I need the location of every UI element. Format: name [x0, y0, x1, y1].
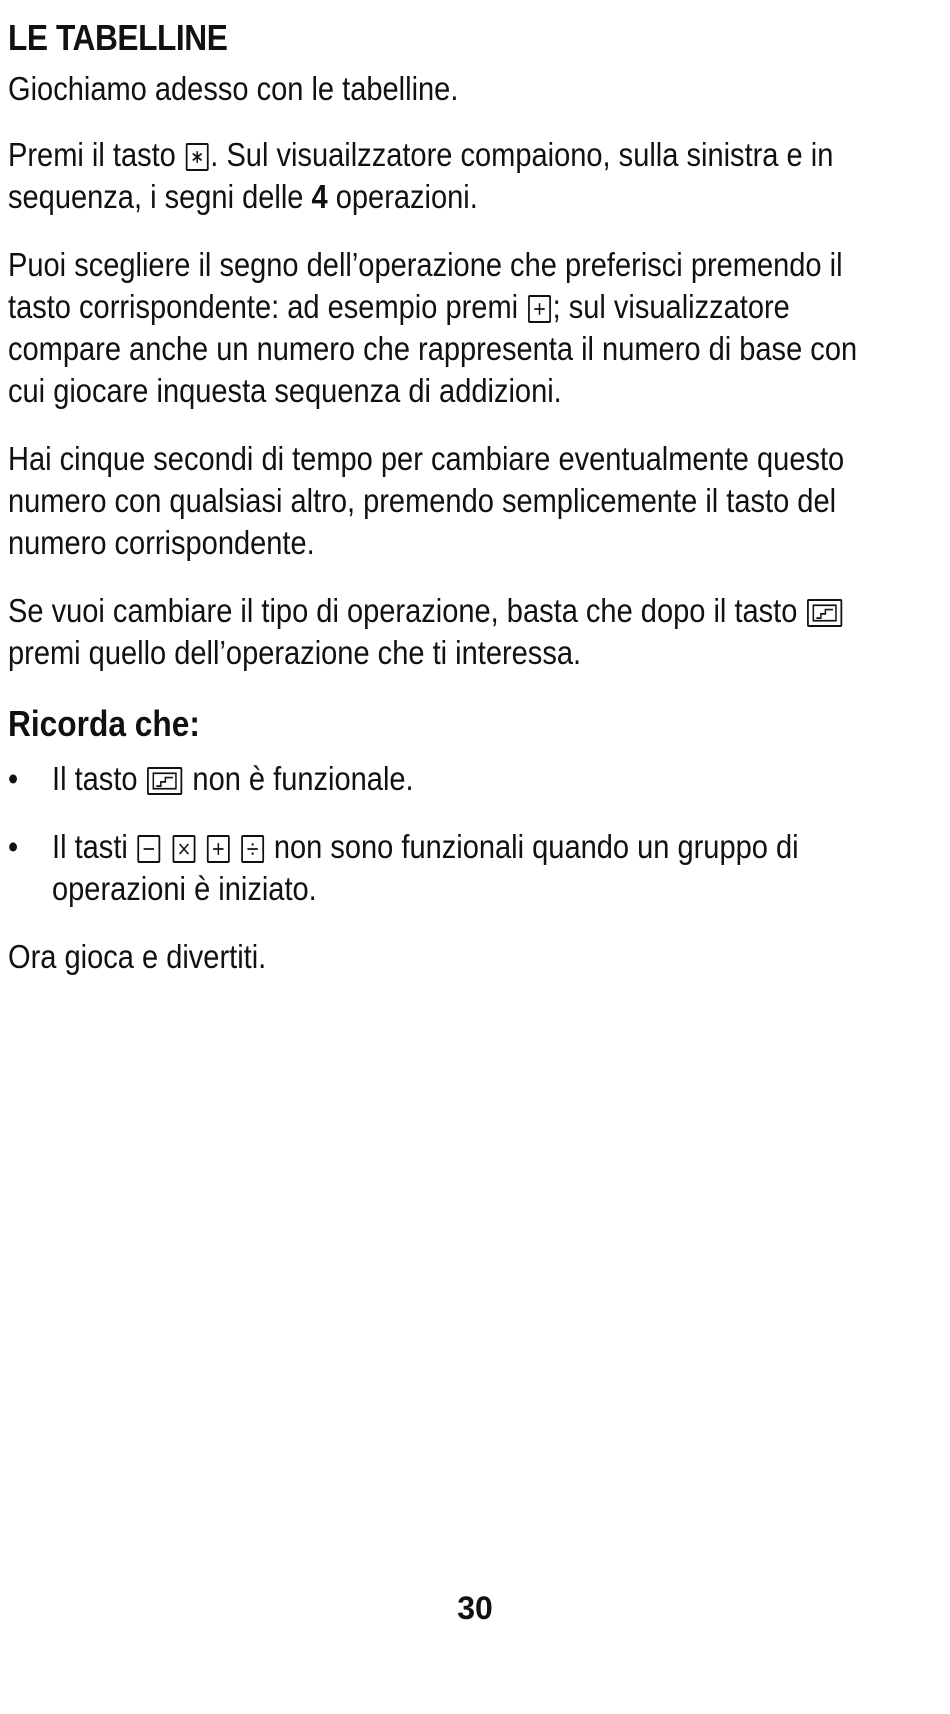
bullet: •: [8, 760, 19, 797]
closing-paragraph: Ora gioca e divertiti.: [8, 938, 267, 975]
star-key-icon: [186, 143, 209, 171]
change-operation-paragraph: [8, 590, 897, 674]
reminder-list: [8, 758, 897, 910]
bullet: •: [8, 828, 19, 865]
reminder-heading: Ricorda che:: [8, 703, 200, 744]
level-key-icon: [147, 767, 182, 795]
times-key-icon: [172, 835, 195, 863]
operations-count: 4: [311, 178, 328, 215]
list-item-text-start: Il tasti: [52, 828, 128, 865]
change-operation-text-end: premi quello dell’operazione che ti interessa.: [8, 634, 582, 671]
choose-operation-paragraph: [8, 244, 897, 412]
plus-key-icon: [207, 835, 230, 863]
page-title: LE TABELLINE: [8, 17, 228, 58]
list-item-text-start: Il tasto: [52, 760, 138, 797]
divide-key-icon: [241, 835, 264, 863]
intro-paragraph: Giochiamo adesso con le tabelline.: [8, 70, 459, 107]
timer-paragraph: Hai cinque secondi di tempo per cambiare eventualmente questo numero con qualsiasi altro, premendo semplicemente il tasto del numero corrispondente.: [8, 440, 845, 561]
list-item: [8, 826, 897, 910]
plus-key-icon: [528, 295, 551, 323]
star-key-paragraph: [8, 134, 897, 218]
change-operation-text-start: Se vuoi cambiare il tipo di operazione, basta che dopo il tasto: [8, 592, 798, 629]
list-item-text-end: non è funzionale.: [192, 760, 414, 797]
page-number: 30: [457, 1590, 493, 1626]
minus-key-icon: [138, 835, 161, 863]
level-key-icon: [807, 599, 842, 627]
choose-operation-text-start: Puoi scegliere il segno dell’operazione che preferisci premendo il tasto corrispondente: ad esempio premi: [8, 246, 843, 325]
star-key-text-start: Premi il tasto: [8, 136, 176, 173]
star-key-text-end: operazioni.: [335, 178, 478, 215]
list-item-text-end: non sono funzionali quando un gruppo di operazioni è iniziato.: [52, 828, 799, 907]
choose-operation-text-end: ; sul visualizzatore compare anche un numero che rappresenta il numero di base con cui giocare inquesta sequenza di addizioni.: [8, 288, 858, 409]
list-item: [8, 758, 897, 800]
manual-page: [8, 14, 897, 1004]
star-key-text-middle: . Sul visuailzzatore compaiono, sulla sinistra e in sequenza, i segni delle: [8, 136, 834, 215]
